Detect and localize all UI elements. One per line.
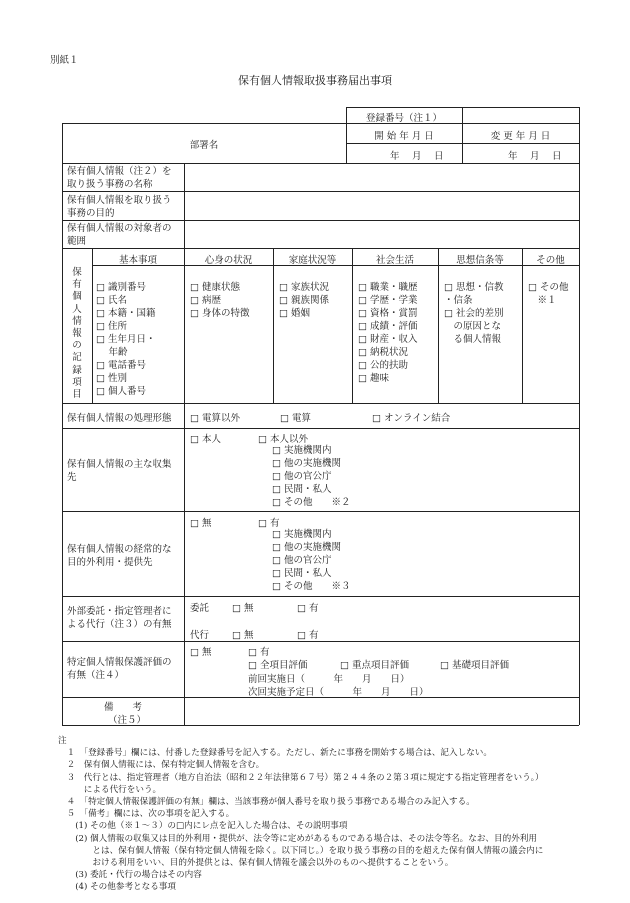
annex-label: 別紙１	[50, 55, 79, 66]
purpose-label: 保有個人情報を取り扱う 事務の目的	[67, 195, 172, 219]
social-checklist[interactable]: □ 職業・職歴 □ 学歴・学業 □ 資格・賞罰 □ 成績・評価 □ 財産・収入 □ 納税状況 □ 公的扶助 □ 趣味	[358, 282, 418, 384]
change-date-label: 変 更 年 月 日	[490, 131, 551, 142]
assessment-full[interactable]: □ 全項目評価	[248, 660, 308, 671]
provision-label: 保有個人情報の経常的な 目的外利用・提供先	[67, 544, 172, 568]
remarks-note: （注５）	[107, 715, 146, 726]
assessment-prev-date: 前回実施日（ 年 月 日）	[248, 674, 410, 685]
processing-opt-online[interactable]: □ オンライン結合	[372, 413, 451, 424]
consign-label: 委託	[190, 603, 210, 614]
processing-label: 保有個人情報の処理形態	[67, 413, 172, 424]
collection-label: 保有個人情報の主な収集 先	[67, 459, 172, 483]
processing-opt-non-computer[interactable]: □ 電算以外	[190, 413, 240, 424]
col-basic: 基本事項	[118, 255, 157, 266]
basic-checklist[interactable]: □ 識別番号 □ 氏名 □ 本籍・国籍 □ 住所 □ 生年月日・ 年齢 □ 電話番号 □ 性別 □ 個人番号	[96, 282, 156, 397]
family-checklist[interactable]: □ 家族状況 □ 親族関係 □ 婚姻	[279, 282, 329, 319]
consign-none[interactable]: □ 無	[232, 603, 254, 614]
provision-none[interactable]: □ 無	[190, 518, 212, 529]
provision-checklist[interactable]: □ 実施機関内 □ 他の実施機関 □ 他の官公庁 □ 民間・私人 □ その他 ※３	[272, 529, 351, 592]
assessment-yes[interactable]: □ 有	[248, 647, 270, 658]
collection-checklist[interactable]: □ 実施機関内 □ 他の実施機関 □ 他の官公庁 □ 民間・私人 □ その他 ※２	[272, 445, 351, 508]
proxy-label: 代行	[190, 630, 210, 641]
outsourcing-label: 外部委託・指定管理者に よる代行（注３）の有無	[67, 606, 172, 630]
change-date-value: 年 月 日	[508, 151, 562, 162]
col-social: 社会生活	[375, 255, 414, 266]
start-date-label: 開 始 年 月 日	[374, 131, 434, 142]
record-items-side-label: 保 有 個 人 情 報 の 記 録 項 目	[72, 267, 82, 401]
body-checklist[interactable]: □ 健康状態 □ 病歴 □ 身体の特徴	[190, 282, 250, 319]
proxy-none[interactable]: □ 無	[232, 630, 254, 641]
provision-yes[interactable]: □ 有	[258, 518, 280, 529]
assessment-label: 特定個人情報保護評価の 有無（注４）	[67, 657, 172, 681]
col-family: 家庭状況等	[288, 255, 337, 266]
remarks-label: 備 考	[103, 702, 142, 713]
assessment-basic[interactable]: □ 基礎項目評価	[440, 660, 509, 671]
other-checklist[interactable]: □ その他 ※１	[528, 282, 569, 306]
start-date-value: 年 月 日	[390, 151, 444, 162]
footnotes: 注 １ 「登録番号」欄には、付番した登録番号を記入する。ただし、新たに事務を開始する場合は、記入しない。 ２ 保有個人情報には、保有特定個人情報を含む。 ３ 代行とは、指定管理者（地方自治法（昭和２２年法律第６７号）第２４４条の２第３項に規定する指定管理者をいう。） による代行をいう。 ４ 「特定個人情報保護評価の有無」欄は、当該事務が個人番号を取り扱う事務である場合のみ記入する。 ５ 「備考」欄には、次の事項を記入する。 (1) その他（※１～３）の□内にレ点を記入した場合は、その説明事項 (2) 個人情報の収集又は目的外利用・提供が、法令等に定めがあるものである場合は、その法令等名。なお、目的外利用 とは、保有個人情報（保有特定個人情報を除く。以下同じ。）を取り扱う事務の目的を超えた保有個人情報の議会内に おける利用をいい、目的外提供とは、保有個人情報を議会以外のものへ提供することをいう。 (3) 委託・代行の場合はその内容 (4) その他参考となる事項	[58, 736, 544, 893]
subjects-label: 保有個人情報の対象者の 範囲	[67, 223, 172, 247]
col-other: その他	[536, 255, 565, 266]
proxy-yes[interactable]: □ 有	[297, 630, 319, 641]
page-title: 保有個人情報取扱事務届出事項	[238, 74, 392, 87]
processing-opt-computer[interactable]: □ 電算	[280, 413, 311, 424]
col-body: 心身の状況	[204, 255, 253, 266]
dept-label: 部署名	[189, 140, 219, 151]
assessment-none[interactable]: □ 無	[190, 647, 212, 658]
belief-checklist[interactable]: □ 思想・信教 ・信条 □ 社会的差別 の原因とな る個人情報	[444, 282, 504, 345]
reg-no-label: 登録番号（注１）	[365, 113, 442, 124]
office-name-label: 保有個人情報（注２）を 取り扱う事務の名称	[67, 166, 172, 190]
col-belief: 思想信条等	[456, 255, 504, 266]
assessment-next-date: 次回実施予定日（ 年 月 日）	[248, 687, 429, 698]
collection-self[interactable]: □ 本人	[190, 434, 221, 445]
collection-other[interactable]: □ 本人以外	[258, 434, 308, 445]
assessment-focused[interactable]: □ 重点項目評価	[340, 660, 409, 671]
consign-yes[interactable]: □ 有	[297, 603, 319, 614]
